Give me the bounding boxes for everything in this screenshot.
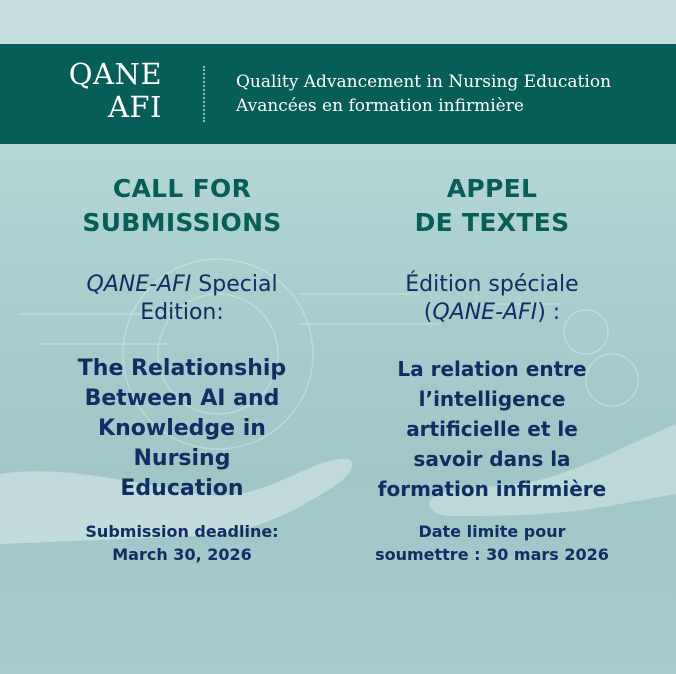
top-strip xyxy=(0,0,676,44)
deadline-en xyxy=(27,520,337,566)
topic-line: Knowledge in xyxy=(98,416,266,441)
topic-title-fr xyxy=(337,354,647,504)
topic-line: Education xyxy=(120,476,244,501)
journal-tagline xyxy=(236,70,611,118)
paren-open: ( xyxy=(423,300,433,325)
logo-line-1: QANE xyxy=(68,57,162,91)
deadline-line-1: Date limite pour xyxy=(418,522,566,541)
call-line-1: APPEL xyxy=(446,174,538,203)
topic-line: The Relationship xyxy=(77,356,287,381)
topic-line: l’intelligence xyxy=(418,387,566,411)
journal-name: QANE-AFI xyxy=(86,272,192,297)
topic-line: artificielle et le xyxy=(406,417,578,441)
deadline-fr xyxy=(337,520,647,566)
deadline-line-1: Submission deadline: xyxy=(85,522,279,541)
journal-name: QANE-AFI xyxy=(432,300,538,325)
qane-afi-logo xyxy=(52,58,162,124)
special-word: Special xyxy=(191,272,278,297)
call-line-2: SUBMISSIONS xyxy=(82,208,282,237)
appel-de-textes-heading xyxy=(337,172,647,240)
french-column xyxy=(337,172,647,566)
topic-line: savoir dans la xyxy=(413,447,571,471)
special-edition-fr xyxy=(337,271,647,327)
topic-line: formation infirmière xyxy=(377,477,607,501)
english-column xyxy=(27,172,337,566)
topic-line: Between AI and xyxy=(84,386,280,411)
special-line-1 xyxy=(27,271,337,299)
call-line-1: CALL FOR xyxy=(112,174,252,203)
topic-title-en xyxy=(27,354,337,504)
topic-line: Nursing xyxy=(133,446,231,471)
tagline-french: Avancées en formation infirmière xyxy=(236,96,524,116)
special-line-2: Edition: xyxy=(140,300,224,325)
special-line-1: Édition spéciale xyxy=(405,272,579,297)
call-for-submissions-heading xyxy=(27,172,337,240)
call-line-2: DE TEXTES xyxy=(414,208,570,237)
logo-line-2: AFI xyxy=(107,90,162,124)
header-divider xyxy=(203,66,205,122)
tagline-english: Quality Advancement in Nursing Education xyxy=(236,72,612,92)
special-line-2 xyxy=(337,299,647,327)
deadline-line-2: March 30, 2026 xyxy=(112,545,252,564)
deadline-line-2: soumettre : 30 mars 2026 xyxy=(375,545,609,564)
special-edition-en xyxy=(27,271,337,327)
topic-line: La relation entre xyxy=(397,357,587,381)
paren-close: ) : xyxy=(537,300,561,325)
